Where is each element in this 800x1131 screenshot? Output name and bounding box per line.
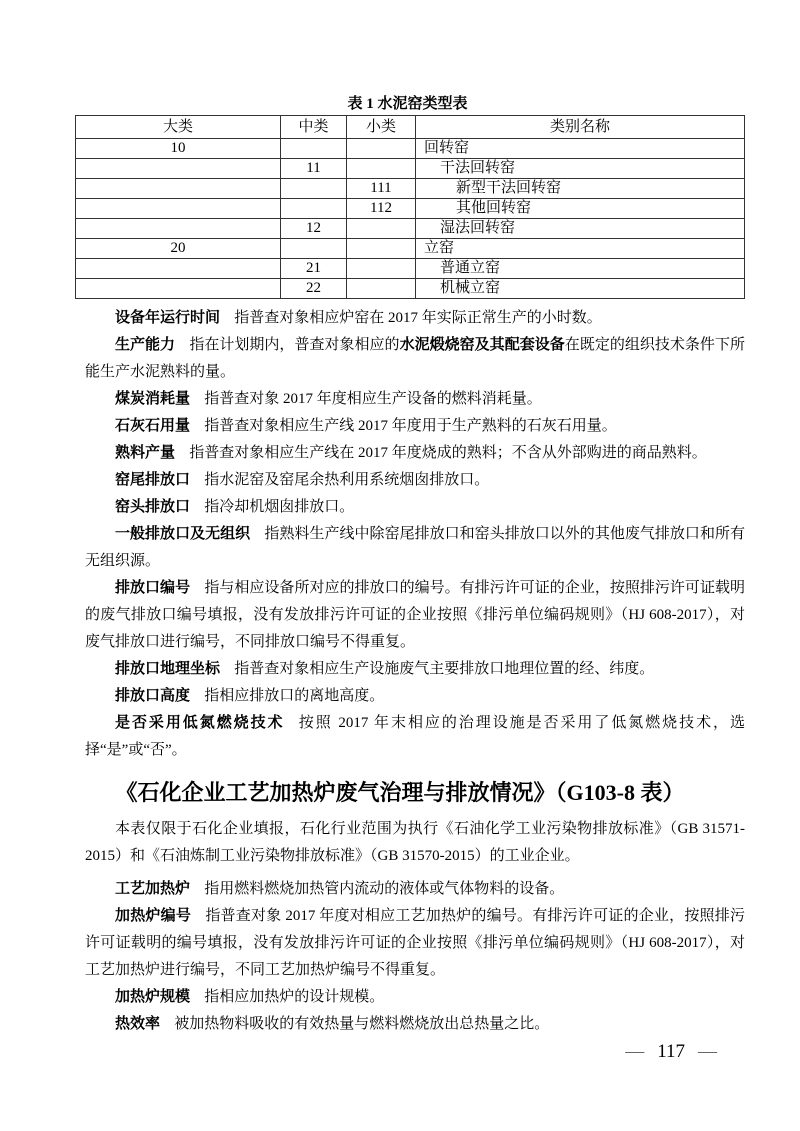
cell-major-class (76, 259, 281, 279)
table-row (76, 179, 745, 199)
definition-paragraph (85, 903, 745, 984)
definition-term: 煤炭消耗量 (115, 391, 191, 407)
cell-major-class (76, 199, 281, 219)
definition-paragraph (85, 683, 745, 710)
section-heading: 《石化企业工艺加热炉废气治理与排放情况》（G103-8 表） (115, 780, 685, 805)
definition-paragraph (85, 494, 745, 521)
definition-text-post: 在既定的组织技术条件下所能生产水泥熟料的量。 (85, 337, 745, 380)
definition-text: 指与相应设备所对应的排放口的编号。有排污许可证的企业，按照排污许可证载明的废气排放口编号填报，没有发放排污许可证的企业按照《排污单位编码规则》（HJ 608-2017），对废气排放口进行编号，不同排放口编号不得重复。 (85, 580, 745, 650)
definition-term: 热效率 (115, 1016, 161, 1032)
cell-minor-class: 111 (347, 179, 416, 199)
definition-term: 排放口高度 (115, 688, 191, 704)
table-row (76, 159, 745, 179)
definition-term: 设备年运行时间 (115, 310, 221, 326)
definition-paragraph (85, 710, 745, 764)
cell-category-name: 湿法回转窑 (416, 219, 745, 239)
definition-term: 加热炉规模 (115, 989, 191, 1005)
footer-dash-right: — (698, 1041, 717, 1062)
cell-minor-class (347, 159, 416, 179)
cell-minor-class (347, 139, 416, 159)
column-header-mid-class: 中类 (281, 116, 347, 139)
cell-minor-class (347, 259, 416, 279)
definition-text: 指在计划期内，普查对象相应的 (189, 337, 400, 353)
definition-term: 加热炉编号 (115, 908, 192, 924)
definition-term: 排放口地理坐标 (115, 661, 221, 677)
footer-dash-left: — (625, 1041, 645, 1062)
definition-paragraph (85, 984, 745, 1011)
page-footer (625, 1042, 717, 1061)
definition-term: 生产能力 (115, 337, 176, 353)
kiln-table-head (76, 116, 745, 139)
cell-category-name: 新型干法回转窑 (416, 179, 745, 199)
definition-paragraph (85, 305, 745, 332)
definition-text: 指普查对象相应生产线在 2017 年度烧成的熟料；不含从外部购进的商品熟料。 (189, 445, 707, 461)
kiln-table-body (76, 139, 745, 299)
cell-minor-class (347, 219, 416, 239)
cell-mid-class (281, 139, 347, 159)
table-row (76, 219, 745, 239)
column-header-major-class: 大类 (76, 116, 281, 139)
definition-text: 指普查对象 2017 年度对相应工艺加热炉的编号。有排污许可证的企业，按照排污许可证载明的编号填报，没有发放排污许可证的企业按照《排污单位编码规则》（HJ 608-2017），对工艺加热炉进行编号，不同工艺加热炉编号不得重复。 (85, 908, 745, 978)
definition-term: 一般排放口及无组织 (115, 526, 251, 542)
table1-title: 表 1 水泥窑类型表 (347, 96, 468, 112)
definition-paragraph (85, 656, 745, 683)
table-row (76, 139, 745, 159)
table-row (76, 239, 745, 259)
cell-category-name: 回转窑 (416, 139, 745, 159)
cement-definitions-section (85, 305, 745, 764)
definition-paragraph (85, 467, 745, 494)
kiln-type-table (75, 115, 745, 299)
definition-text: 被加热物料吸收的有效热量与燃料燃烧放出总热量之比。 (174, 1016, 550, 1032)
definition-paragraph (85, 440, 745, 467)
cell-mid-class (281, 179, 347, 199)
table-row (76, 199, 745, 219)
definition-paragraph (85, 332, 745, 386)
cell-category-name: 立窑 (416, 239, 745, 259)
definition-text: 指相应加热炉的设计规模。 (204, 989, 385, 1005)
cell-mid-class (281, 199, 347, 219)
definition-term: 窑头排放口 (115, 499, 191, 515)
cell-major-class: 20 (76, 239, 281, 259)
cell-minor-class (347, 239, 416, 259)
definition-paragraph (85, 521, 745, 575)
cell-major-class (76, 279, 281, 299)
definition-text-bold: 水泥煅烧窑及其配套设备 (399, 337, 565, 353)
cell-minor-class (347, 279, 416, 299)
definition-text: 指相应排放口的离地高度。 (204, 688, 385, 704)
column-header-category-name: 类别名称 (416, 116, 745, 139)
definition-paragraph (85, 876, 745, 903)
table-row (76, 259, 745, 279)
definition-text: 指普查对象相应炉窑在 2017 年实际正常生产的小时数。 (234, 310, 602, 326)
definition-term: 熟料产量 (115, 445, 176, 461)
definition-text: 指冷却机烟囱排放口。 (204, 499, 355, 515)
column-header-minor-class: 小类 (347, 116, 416, 139)
definition-text: 按照 2017 年末相应的治理设施是否采用了低氮燃烧技术，选择“是”或“否”。 (85, 715, 745, 758)
definition-paragraph (85, 575, 745, 656)
definition-text: 指普查对象相应生产线 2017 年度用于生产熟料的石灰石用量。 (204, 418, 617, 434)
cell-category-name: 普通立窑 (416, 259, 745, 279)
cell-category-name: 干法回转窑 (416, 159, 745, 179)
cell-major-class (76, 159, 281, 179)
cell-mid-class: 12 (281, 219, 347, 239)
definition-term: 窑尾排放口 (115, 472, 191, 488)
page-number: 117 (657, 1041, 685, 1062)
definition-text: 指用燃料燃烧加热管内流动的液体或气体物料的设备。 (204, 881, 565, 897)
cell-mid-class: 22 (281, 279, 347, 299)
definition-text: 指熟料生产线中除窑尾排放口和窑头排放口以外的其他废气排放口和所有无组织源。 (85, 526, 745, 569)
kiln-table-header-row (76, 116, 745, 139)
cell-mid-class: 21 (281, 259, 347, 279)
definition-text: 指普查对象相应生产设施废气主要排放口地理位置的经、纬度。 (234, 661, 655, 677)
definition-paragraph (85, 413, 745, 440)
cell-major-class: 10 (76, 139, 281, 159)
definition-term: 是否采用低氮燃烧技术 (115, 715, 285, 731)
cell-mid-class: 11 (281, 159, 347, 179)
definition-term: 排放口编号 (115, 580, 191, 596)
furnace-definitions-section (85, 876, 745, 1038)
definition-text: 指普查对象 2017 年度相应生产设备的燃料消耗量。 (204, 391, 542, 407)
cell-major-class (76, 179, 281, 199)
definition-paragraph (85, 386, 745, 413)
cell-minor-class: 112 (347, 199, 416, 219)
table-row (76, 279, 745, 299)
cell-mid-class (281, 239, 347, 259)
definition-paragraph (85, 1011, 745, 1038)
definition-term: 工艺加热炉 (115, 881, 191, 897)
cell-category-name: 其他回转窑 (416, 199, 745, 219)
cell-category-name: 机械立窑 (416, 279, 745, 299)
section-intro-paragraph: 本表仅限于石化企业填报，石化行业范围为执行《石油化学工业污染物排放标准》（GB 31571-2015）和《石油炼制工业污染物排放标准》（GB 31570-2015）的工业企业。 (85, 821, 745, 864)
cell-major-class (76, 219, 281, 239)
definition-term: 石灰石用量 (115, 418, 191, 434)
definition-text: 指水泥窑及窑尾余热利用系统烟囱排放口。 (204, 472, 490, 488)
